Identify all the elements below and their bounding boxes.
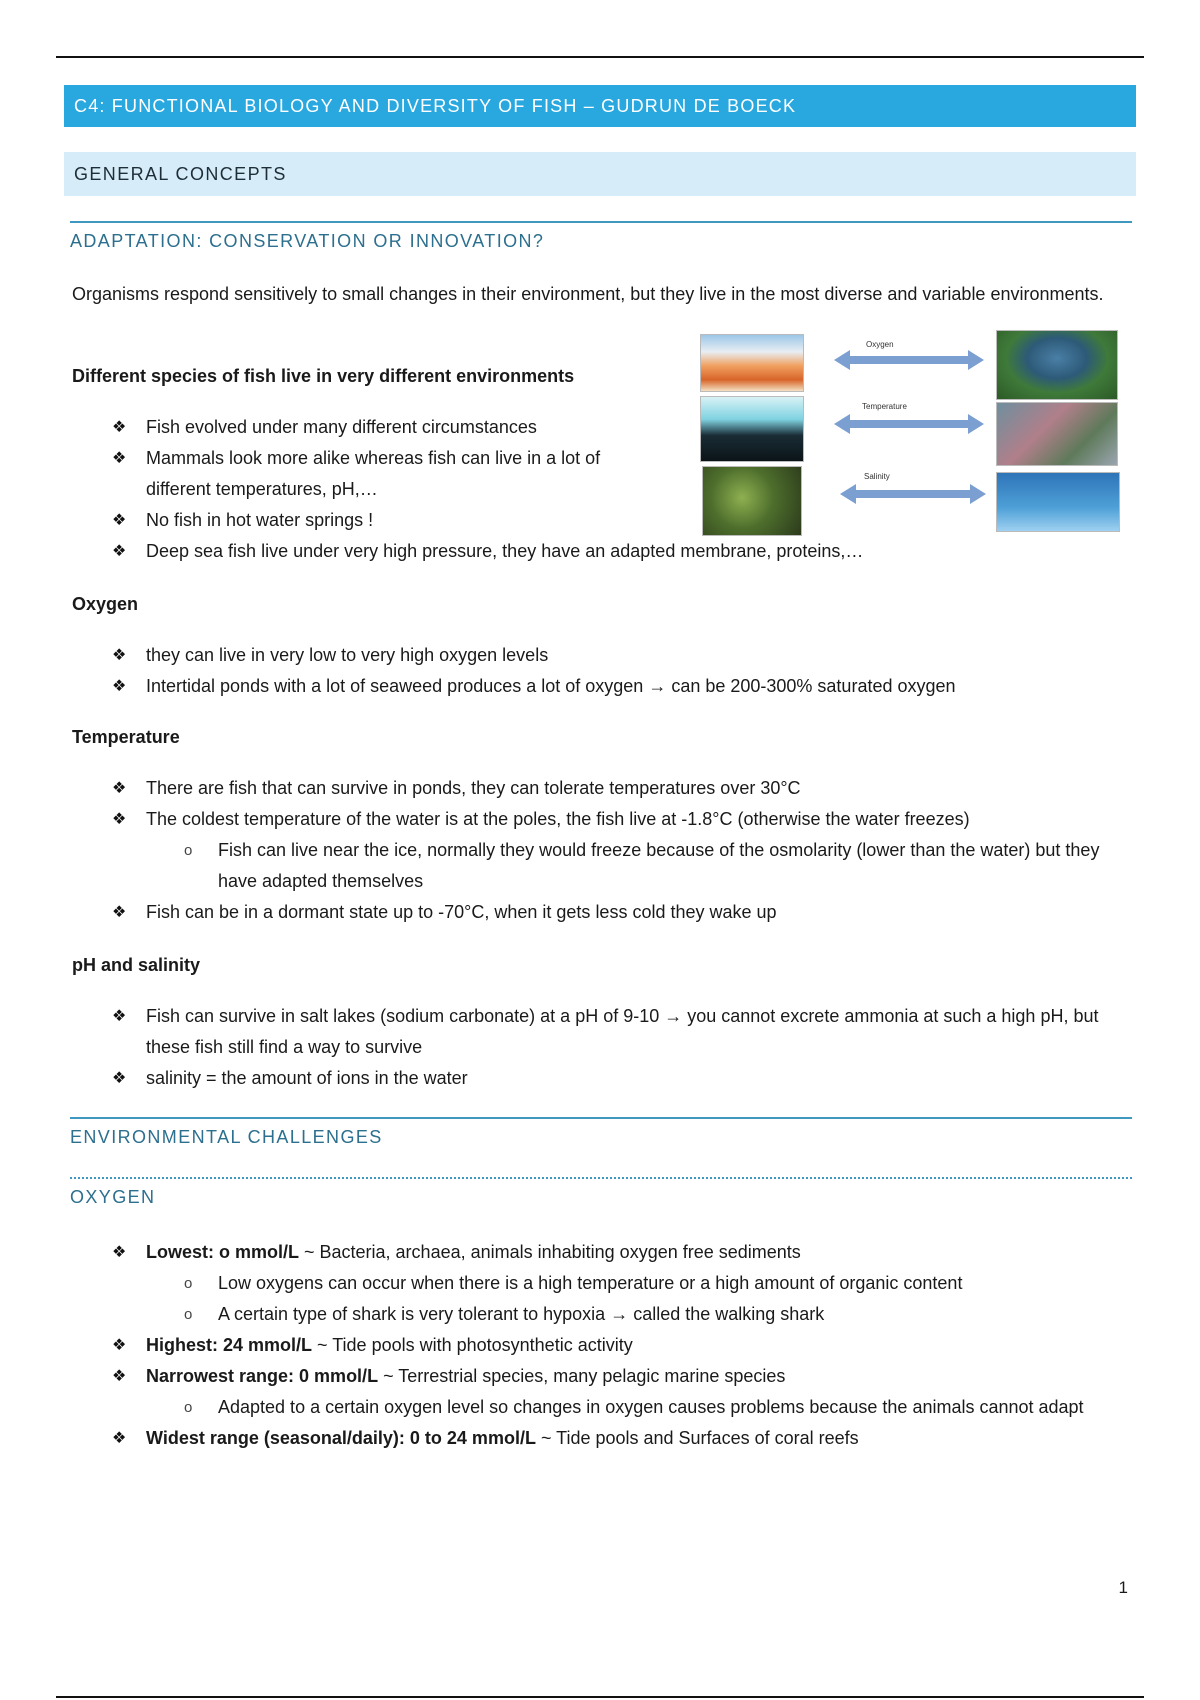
double-arrow-icon bbox=[834, 414, 984, 434]
hot-spring-image bbox=[700, 334, 804, 392]
oxygen-bullets bbox=[108, 640, 1138, 702]
oxygen-arrow-label: Oxygen bbox=[866, 340, 894, 349]
sub-list-item: o Low oxygens can occur when there is a high temperature or a high amount of organic content bbox=[184, 1273, 963, 1293]
sub-list-item: o Adapted to a certain oxygen level so changes in oxygen causes problems because the animals cannot adapt bbox=[184, 1397, 1084, 1417]
temperature-arrow-label: Temperature bbox=[862, 402, 907, 411]
aerial-terrain-image bbox=[996, 402, 1118, 466]
list-item: ❖ Fish evolved under many different circumstances bbox=[112, 417, 537, 437]
adaptation-bullets-cont bbox=[108, 536, 1138, 567]
sub-list-item: o A certain type of shark is very tolerant to hypoxia → called the walking shark bbox=[184, 1304, 825, 1324]
list-item: ❖ salinity = the amount of ions in the water bbox=[112, 1068, 468, 1088]
oxygen-range-bullets bbox=[108, 1237, 1138, 1454]
list-item: ❖ Highest: 24 mmol/L ~ Tide pools with photosynthetic activity bbox=[112, 1335, 633, 1355]
seaweed-pond-image bbox=[702, 466, 802, 536]
environmental-challenges-heading: ENVIRONMENTAL CHALLENGES bbox=[70, 1117, 1132, 1147]
adaptation-heading: ADAPTATION: CONSERVATION OR INNOVATION? bbox=[70, 221, 1132, 251]
double-arrow-icon bbox=[834, 350, 984, 370]
double-arrow-icon bbox=[840, 484, 986, 504]
temperature-bullets bbox=[108, 773, 1138, 928]
list-item: ❖ Deep sea fish live under very high pressure, they have an adapted membrane, proteins,… bbox=[112, 541, 864, 561]
list-item: ❖ Fish can survive in salt lakes (sodium carbonate) at a pH of 9-10 → you cannot excrete ammonia at such a high pH, but these fish still find a way to survive bbox=[112, 1006, 1099, 1057]
temperature-subheading: Temperature bbox=[72, 727, 180, 747]
list-item: ❖ Mammals look more alike whereas fish can live in a lot of different temperatures, pH,… bbox=[112, 448, 601, 499]
list-item: ❖ No fish in hot water springs ! bbox=[112, 510, 374, 530]
sub-list-item: o Fish can live near the ice, normally they would freeze because of the osmolarity (lower than the water) but they have adapted themselves bbox=[184, 840, 1100, 891]
top-rule bbox=[56, 56, 1144, 58]
different-species-heading: Different species of fish live in very different environments bbox=[72, 366, 575, 386]
adaptation-bullets bbox=[108, 412, 668, 536]
section-title-bar: GENERAL CONCEPTS bbox=[64, 152, 1136, 196]
list-item: ❖ Lowest: o mmol/L ~ Bacteria, archaea, animals inhabiting oxygen free sediments o Low oxygens can occur when there is a high temperature or a high amount of organic content o A certain type of shark is very tolerant to hypoxia → called the walking shark bbox=[108, 1237, 1138, 1330]
ph-salinity-subheading: pH and salinity bbox=[72, 955, 201, 975]
list-item: ❖ There are fish that can survive in ponds, they can tolerate temperatures over 30°C bbox=[112, 778, 801, 798]
list-item: ❖ Narrowest range: 0 mmol/L ~ Terrestrial species, many pelagic marine species o Adapted to a certain oxygen level so changes in oxygen causes problems because the animals cannot adapt bbox=[108, 1361, 1138, 1423]
list-item: ❖ Widest range (seasonal/daily): 0 to 24 mmol/L ~ Tide pools and Surfaces of coral reefs bbox=[112, 1428, 859, 1448]
page-number: 1 bbox=[1118, 1578, 1128, 1597]
adaptation-intro: Organisms respond sensitively to small changes in their environment, but they live in the most diverse and variable environments. bbox=[72, 284, 1104, 304]
list-item: ❖ The coldest temperature of the water is at the poles, the fish live at -1.8°C (otherwise the water freezes) o Fish can live near the ice, normally they would freeze because of the osmolarity (lower than the water) but they have adapted themselves bbox=[108, 804, 1138, 897]
list-item: ❖ Intertidal ponds with a lot of seaweed produces a lot of oxygen → can be 200-300% saturated oxygen bbox=[112, 676, 956, 696]
salt-water-fish-image bbox=[996, 472, 1120, 532]
environment-figure bbox=[700, 328, 1140, 538]
salinity-arrow-label: Salinity bbox=[864, 472, 890, 481]
oxygen-subheading: Oxygen bbox=[72, 594, 139, 614]
list-item: ❖ they can live in very low to very high oxygen levels bbox=[112, 645, 549, 665]
ice-fish-image bbox=[700, 396, 804, 462]
oxygen-section-heading: OXYGEN bbox=[70, 1177, 1132, 1207]
crater-lake-image bbox=[996, 330, 1118, 400]
bottom-rule bbox=[56, 1696, 1144, 1698]
chapter-title-bar: C4: FUNCTIONAL BIOLOGY AND DIVERSITY OF FISH – GUDRUN DE BOECK bbox=[64, 85, 1136, 127]
list-item: ❖ Fish can be in a dormant state up to -70°C, when it gets less cold they wake up bbox=[112, 902, 777, 922]
ph-bullets bbox=[108, 1001, 1138, 1094]
